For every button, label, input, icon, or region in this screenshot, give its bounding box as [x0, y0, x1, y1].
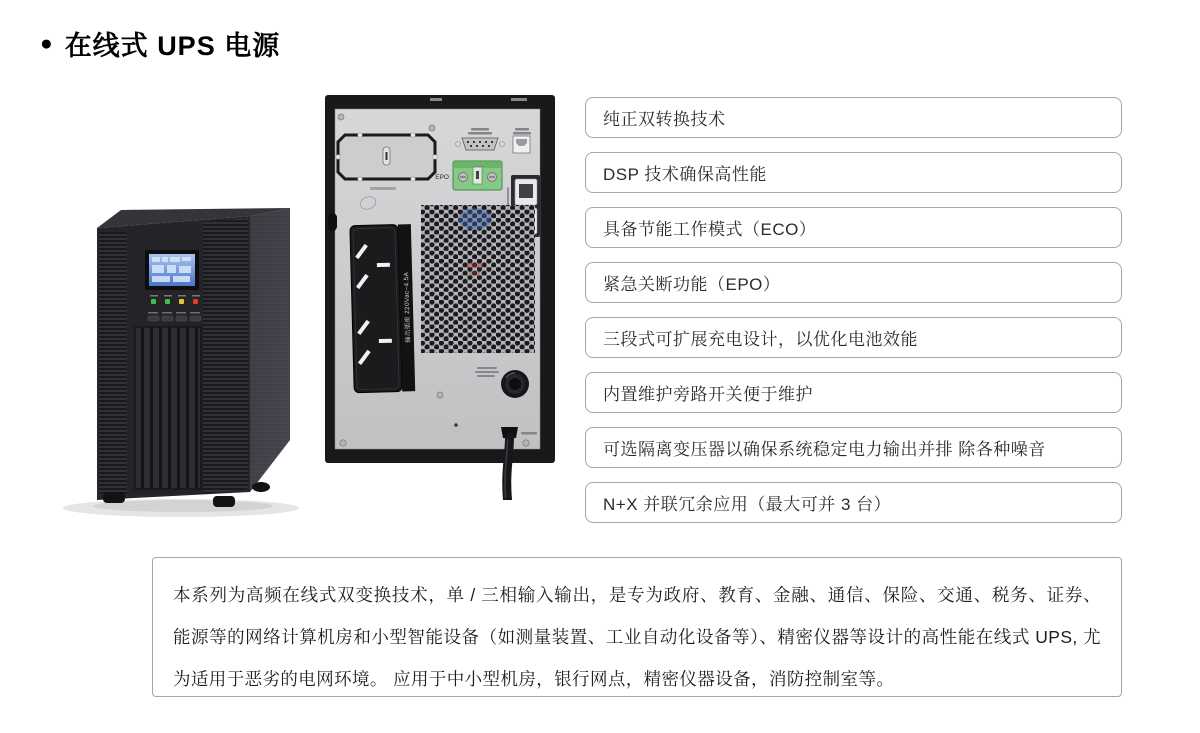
feature-box-8: [585, 482, 1122, 523]
outlet-panel: [350, 224, 415, 393]
usb-label-smudge: [515, 128, 529, 131]
feature-list: [585, 97, 1122, 523]
cable-label-smudge: [521, 432, 537, 435]
feature-label: 紧急关断功能（EPO）: [603, 275, 781, 294]
outlet-rating-label: 输出插座 220Vac~4.5A: [403, 271, 412, 343]
led-green-2: [165, 299, 170, 304]
rs232-label-smudge: [471, 128, 489, 131]
feature-box-2: [585, 152, 1122, 193]
ups-front-illustration: [63, 186, 308, 521]
led-yellow: [179, 299, 184, 304]
foot-left: [103, 492, 125, 503]
feature-label: N+X 并联冗余应用（最大可并 3 台）: [603, 495, 892, 514]
bullet-icon: ●: [40, 32, 53, 55]
ups-rear-photo: [325, 95, 555, 500]
description-text: 本系列为高频在线式双变换技术，单 / 三相输入输出，是专为政府、教育、金融、通信、保险、交通、税务、证券、能源等的网络计算机房和小型智能设备（如测量装置、工业自动化设备等）、精密仪器等设计的高性能在线式 UPS, 尤为适用于恶劣的电网环境。 应用于中小型机房，银行网点，精密仪器设备，消防控制室等。: [173, 585, 1101, 689]
frame-knob: [328, 213, 337, 231]
front-grille: [135, 327, 201, 489]
vent-grid: [421, 205, 535, 353]
fan-blue-glimpse: [458, 208, 492, 230]
foot-side: [252, 482, 270, 492]
panel-button-4: [190, 316, 201, 321]
led-red: [193, 299, 198, 304]
feature-label: 纯正双转换技术: [603, 110, 726, 129]
ups-front-photo: [63, 186, 308, 521]
feature-box-7: [585, 427, 1122, 468]
panel-button-2: [162, 316, 173, 321]
feature-label: 具备节能工作模式（ECO）: [603, 220, 817, 239]
page-title: [40, 24, 280, 63]
panel-button-3: [176, 316, 187, 321]
foot-right: [213, 496, 235, 507]
feature-box-3: [585, 207, 1122, 248]
description-box: [152, 557, 1122, 697]
feature-box-5: [585, 317, 1122, 358]
left-vent: [99, 232, 127, 495]
panel-button-1: [148, 316, 159, 321]
feature-box-1: [585, 97, 1122, 138]
right-vent: [203, 218, 248, 494]
feature-label: DSP 技术确保高性能: [603, 165, 767, 184]
feature-box-4: [585, 262, 1122, 303]
inner-label-glimpse: [467, 263, 483, 268]
feature-box-6: [585, 372, 1122, 413]
slot-label-smudge: [370, 187, 396, 190]
feature-label: 可选隔离变压器以确保系统稳定电力输出并排 除各种噪音: [603, 440, 1046, 459]
epo-label: EPO: [435, 174, 449, 181]
ups-rear-illustration: [325, 95, 555, 500]
feature-label: 内置维护旁路开关便于维护: [603, 385, 813, 404]
breaker-label-smudge: [477, 367, 497, 369]
page-title-text: 在线式 UPS 电源: [64, 31, 281, 61]
led-green-1: [151, 299, 156, 304]
feature-label: 三段式可扩展充电设计，以优化电池效能: [603, 330, 918, 349]
